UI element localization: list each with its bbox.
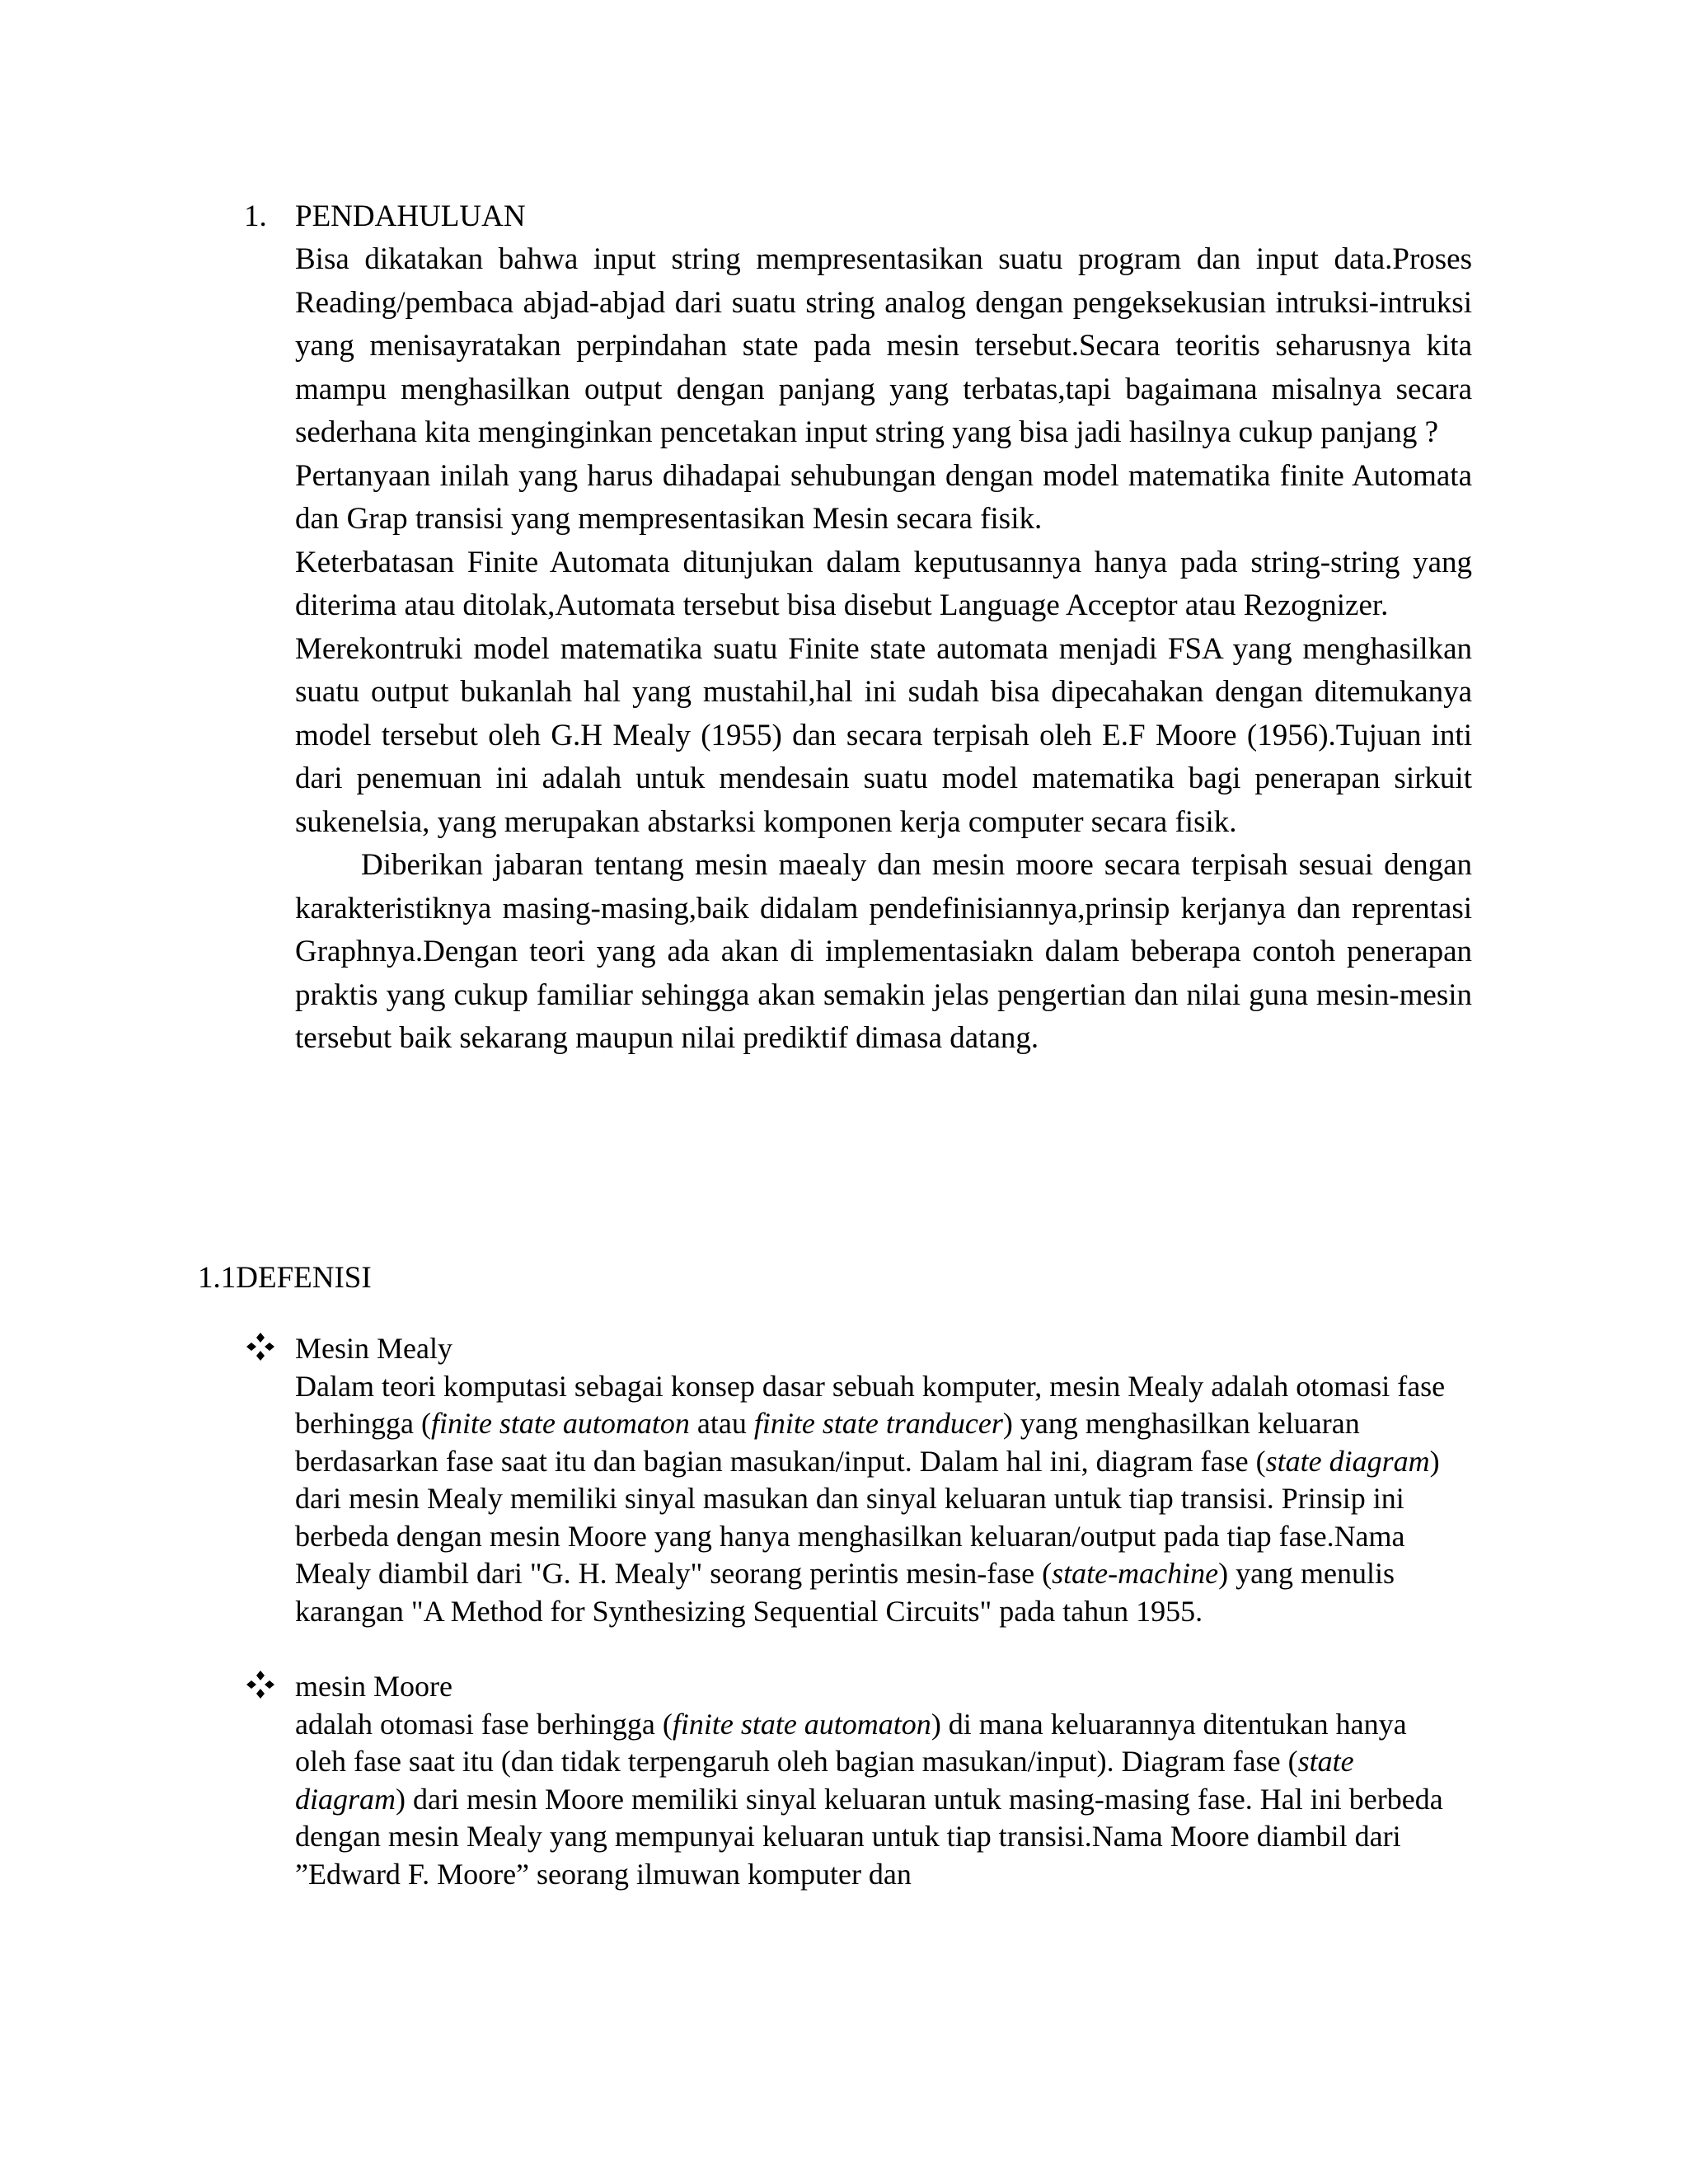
four-diamond-bullet-icon [244, 1330, 277, 1363]
definition-text: adalah otomasi fase berhingga (finite state automaton) di mana keluarannya ditentukan hanya oleh fase saat itu (dan tidak terpengaruh oleh bagian masukan/input). Diagram fase (state diagram) dari mesin Moore memiliki sinyal keluaran untuk masing-masing fase. Hal ini berbeda dengan mesin Mealy yang mempunyai keluaran untuk tiap transisi.Nama Moore diambil dari ”Edward F. Moore” seorang ilmuwan komputer dan [295, 1707, 1443, 1891]
paragraph: Keterbatasan Finite Automata ditunjukan dalam keputusannya hanya pada string-string yang diterima atau ditolak,Automata tersebut bisa disebut Language Acceptor atau Rezognizer. [295, 545, 1472, 622]
introduction-body [295, 238, 1472, 1061]
paragraph: Diberikan jabaran tentang mesin maealy dan mesin moore secara terpisah sesuai dengan karakteristiknya masing-masing,baik didalam pendefinisiannya,prinsip kerjanya dan reprentasi Graphnya.Dengan teori yang ada akan di implementasiakn dalam beberapa contoh penerapan praktis yang cukup familiar sehingga akan semakin jelas pengertian dan nilai guna mesin-mesin tersebut baik sekarang maupun nilai prediktif dimasa datang. [295, 848, 1472, 1055]
paragraph: Merekontruki model matematika suatu Finite state automata menjadi FSA yang menghasilkan suatu output bukanlah hal yang mustahil,hal ini sudah bisa dipecahakan dengan ditemukanya model tersebut oleh G.H Mealy (1955) dan secara terpisah oleh E.F Moore (1956).Tujuan inti dari penemuan ini adalah untuk mendesain suatu model matematika bagi penerapan sirkuit sukenelsia, yang merupakan abstarksi komponen kerja computer secara fisik. [295, 631, 1472, 839]
paragraph: Pertanyaan inilah yang harus dihadapai sehubungan dengan model matematika finite Automata dan Grap transisi yang mempresentasikan Mesin secara fisik. [295, 458, 1472, 536]
definition-term: Mesin Mealy [295, 1332, 452, 1365]
section-heading: PENDAHULUAN [295, 199, 526, 233]
subsection-heading: 1.1DEFENISI [198, 1261, 372, 1295]
definition-text: Dalam teori komputasi sebagai konsep dasar sebuah komputer, mesin Mealy adalah otomasi fase berhingga (finite state automaton atau finite state tranducer) yang menghasilkan keluaran berdasarkan fase saat itu dan bagian masukan/input. Dalam hal ini, diagram fase (state diagram) dari mesin Mealy memiliki sinyal masukan dan sinyal keluaran untuk tiap transisi. Prinsip ini berbeda dengan mesin Moore yang hanya menghasilkan keluaran/output pada tiap fase.Nama Mealy diambil dari "G. H. Mealy" seorang perintis mesin-fase (state-machine) yang menulis karangan "A Method for Synthesizing Sequential Circuits" pada tahun 1955. [295, 1369, 1446, 1628]
definition-term: mesin Moore [295, 1670, 452, 1703]
section-number: 1. [244, 199, 267, 233]
definition-mealy [295, 1330, 1449, 1630]
definition-moore [295, 1668, 1449, 1893]
paragraph: Bisa dikatakan bahwa input string mempresentasikan suatu program dan input data.Proses Reading/pembaca abjad-abjad dari suatu string analog dengan pengeksekusian intruksi-intruksi yang menisayratakan perpindahan state pada mesin tersebut.Secara teoritis seharusnya kita mampu menghasilkan output dengan panjang yang terbatas,tapi bagaimana misalnya secara sederhana kita menginginkan pencetakan input string yang bisa jadi hasilnya cukup panjang ? [295, 242, 1472, 449]
four-diamond-bullet-icon [244, 1668, 277, 1701]
